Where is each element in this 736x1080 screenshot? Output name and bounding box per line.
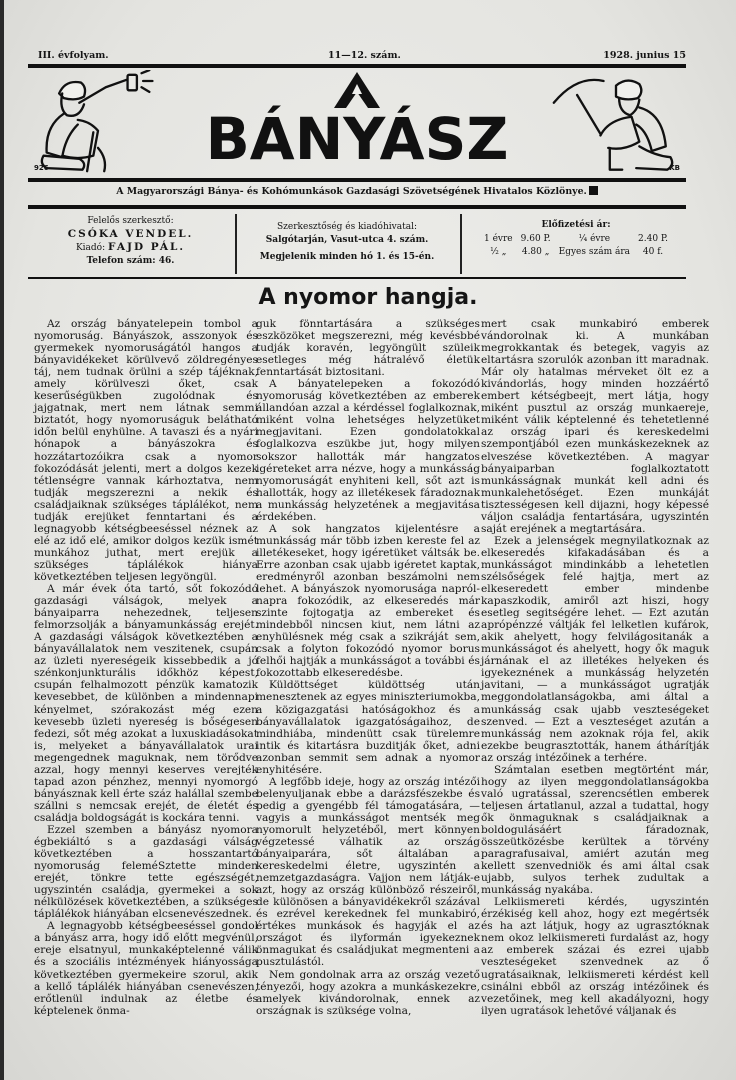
miner-with-pickaxe-illustration: [546, 70, 686, 176]
issue-number: 11—12. szám.: [328, 50, 401, 61]
illustration-signature-right: KB: [669, 164, 680, 172]
article-paragraph: Számtalan esetben megtörtént már, hogy az ilyen meggondolatlanságokba való ugratással, szerencsétlen emberek teljesen ártatlanul, azzal a tudattal, hogy ők önmaguknak s családjaiknak a boldogulásáért fáradoznak, összeütközésbe kerültek a törvény paragrafusaival, amiért azután meg kellett szenvedniök és ami által csak ujabb, sulyos terhek zudultak a munkásság nyakába.: [481, 763, 709, 897]
article-paragraph: A bányatelepeken a fokozódó nyomoruság következtében az emberek állandóan azzal a kérdéssel foglalkoznak, miként volna lehetséges helyzetüket megjavitani. Ezen gondolatokkal foglalkozva eszükbe jut, hogy milyen sokszor hallották már hangzatos igéreteket arra nézve, hogy a munkásság nyomoruságát enyhiteni kell, sőt azt is hallották, hogy az illetékesek fáradoznak a munkásság helyzetének a megjavitása érdekében.: [256, 378, 480, 523]
ornament-square-icon: [589, 186, 598, 195]
publication-info-box: [28, 212, 686, 276]
article-paragraph: guk fönntartására a szükséges eszközöket megszerezni, még kevésbbé tudják koravén, legyöngült szüleik esetleges még hátralévő életük fenntartását biztositani.: [256, 318, 480, 379]
article-paragraph: A legfőbb ideje, hogy az ország intézői belenyuljanak ebbe a darázsfészekbe és pedig a gyengébb fél támogatására, — vagyis a munkásságot mentsék meg nyomorult helyzetéből, mert könnyen végzetessé válhatik az ország bányaiparára, sőt általában a kereskedelmi életre, ugyszintén a nemzetgazdaságra. Vajjon nem látják-e azt, hogy az ország különböző részeiről, de különösen a bányavidékekről százával és ezrével kerekednek fel munkabiró, értékes munkások és hagyják el az országot és ilyformán igyekeznek önmagukat és családjukat megmenteni a pusztulástól.: [256, 775, 480, 969]
article-paragraph: A legnagyobb kétségbeeséssel gondol a bányász arra, hogy idő előtt megvénül, ereje elsatnyul, munkaképtelenné válik és a szociális intézmények hiányossága következtében gyermekeire szorul, akik a kellő táplálék hiányában csenevészen, erőtlenül indulnak az életbe és képtelenek önma-: [34, 920, 258, 1017]
miner-with-lamp-illustration: [28, 70, 168, 176]
newspaper-title: BÁNYÁSZ: [205, 105, 509, 173]
price-period: ¼ évre: [578, 234, 611, 244]
price-period: Egyes szám ára: [558, 247, 631, 257]
article-paragraph: Ezek a jelenségek megnyilatkoznak az elkeseredés kifakadásában és a munkásságot mindinkább a lehetetlen szélsőségek felé hajtja, mert az elkeseredett ember mindenbe kapaszkodik, amiről azt hiszi, hogy esetleg segitségére lehet. — Ezt azután aprópénzzé váltják fel lelketlen kufárok, akik ahelyett, hogy felvilágositanák a munkásságot és ahelyett, hogy ők maguk járnának el az illetékes helyeken és igyekeznének a munkásság helyzetén javitani, — a munkásságot ugratják meggondolatlanságokba, ami által a munkásság csak ujabb veszteségeket szenved. — Ezt a veszteséget azután a munkásság nem azoknak rója fel, akik ezekbe beugrasztották, hanem áthárítják az ország intézőinek a terhére.: [481, 534, 709, 764]
price-period: ½ „: [490, 247, 507, 257]
article-paragraph: A már évek óta tartó, sőt fokozódó gazdasági válságok, melyek a bányaiparra nehezednek, teljesen felmorzsolják a bányamunkásság erejét. A gazdasági válságok következtében a bányavállalatok nem veszitenek, csupán az üzleti nyereségeik kissebbedik a jó szénkonjunkturális időkhöz képest, csupán felhalmozott pénzük kamatozik kevesebbet, de különben a mindennapi kényelmet, szórakozást még ezen kevesebb üzleti nyereség is bőségesen fedezi, sőt még azokat a luxuskiadásokat is, melyeket a bányavállalatok urai megengednek maguknak, nem törődve azzal, hogy mennyi keserves verejték tapad azon pénzhez, mennyi nyomorgó bányásznak kell érte száz halállal szembe szállni s nemcsak erejét, de életét és családja boldogságát is kockára tenni.: [34, 583, 258, 824]
rule-divider: [28, 205, 686, 209]
article-paragraph: A sok hangzatos kijelentésre a munkásság már több izben kereste fel az illetékeseket, hogy igéretüket váltsák be. Erre azonban csak ujabb igéretet kaptak, eredményről azonban beszámolni nem lehet. A bányászok nyomorusága napról-napra fokozódik, az elkeseredés már szinte fojtogatja az embereket és mindebből nincsen kiut, nem látni az enyhülésnek még csak a szikráját sem, csak a folyton fokozódó nyomor borus felhői hajtják a munkásságot a további és fokozottabb elkeseredésbe.: [256, 522, 480, 680]
editor-label: Felelős szerkesztő:: [87, 216, 174, 226]
publisher-name: FAJD PÁL.: [108, 241, 186, 253]
rule-divider: [28, 178, 686, 182]
article-column-3: [481, 318, 709, 1017]
article-title: A nyomor hangja.: [258, 285, 478, 310]
page-edge: [0, 0, 4, 1080]
column-separator: [235, 214, 237, 274]
editor-name: CSÓKA VENDEL.: [67, 228, 194, 240]
article-paragraph: Küldöttséget küldöttség után menesztenek az egyes miniszteriumokba, a közigazgatási hatóságokhoz és a bányavállalatok igazgatóságaihoz, de mindhiába, mindenütt csak türelemre intik és kitartásra buzditják őket, adni azonban semmit sem adnak a nyomor enyhitésére.: [256, 679, 480, 776]
issue-line: [28, 44, 686, 64]
article-paragraph: Lelkiismereti kérdés, ugyszintén érzékiség kell ahoz, hogy ezt megértsék és ha azt látjuk, hogy az ugrasztóknak nem okoz lelkiismereti furdalást az, hogy az emberek százai és ezrei ujabb veszteségeket szenvednek az ő ugratásaiknak, lelkiismereti kérdést kell csinálni ebből az ország intézőinek és vezetőinek, meg kell akadályozni, hogy ilyen ugratások lehetővé váljanak és: [481, 896, 709, 1017]
illustration-signature-left: 926: [34, 164, 49, 172]
price-value: 40 f.: [642, 247, 664, 257]
office-info: [238, 215, 456, 264]
subscription-label: Előfizetési ár:: [541, 220, 611, 230]
rule-divider: [28, 277, 686, 279]
volume-label: III. évfolyam.: [38, 50, 109, 61]
phone-number: Telefon szám: 46.: [86, 256, 175, 266]
column-separator: [460, 214, 462, 274]
price-value: 2.40 P.: [638, 234, 669, 244]
subscription-info: [466, 215, 686, 259]
office-label: Szerkesztőség és kiadóhivatal:: [277, 222, 417, 232]
editor-info: [28, 215, 233, 268]
issue-date: 1928. junius 15: [603, 50, 686, 61]
masthead-subtitle: [28, 185, 686, 199]
price-value: 9.60 P.: [520, 234, 551, 244]
masthead: [28, 70, 686, 176]
article-paragraph: Az ország bányatelepein tombol a nyomoruság. Bányászok, asszonyok és gyermekek nyomoruságától hangos a bányavidékeket körülvevő zöldregényes táj, nem tudnak örülni a szép tájéknak, amely körülveszi őket, csak keserűségükben zugolódnak és jajgatnak, mert nem látnak semmi biztatót, hogy nyomoruságuk belátható időn belül enyhülne. A tavaszi és a nyári hónapok a bányászokra és hozzátartozóikra csak a nyomor fokozódását jelenti, mert a dolgos kezek tétlenségre vannak kárhoztatva, nem tudják megszerezni a nekik és családjaiknak szükséges táplálékot, nem tudják erejüket fenntartani és a legnagyobb kétségbeeséssel néznek az elé az idő elé, amikor dolgos kezük ismét munkához juthat, mert erejük a szükséges táplálékok hiánya következtében teljesen legyöngül.: [34, 318, 258, 583]
article-column-1: [34, 318, 258, 1017]
article-paragraph: Ezzel szemben a bányász nyomora égbekiáltó s a gazdasági válság következtében a hosszantartó nyomoruság feleméSztette minden erejét, tönkre tette egészségét, ugyszintén családja, gyermekei a sok nélkülözések következtében, a szükséges táplálékok hiányában elcsenevészednek.: [34, 823, 258, 921]
article-column-2: [256, 318, 480, 1017]
article-paragraph: Nem gondolnak arra az ország vezető tényezői, hogy azokra a munkáskezekre, amelyek kivándorolnak, ennek az országnak is szüksége volna,: [256, 968, 480, 1017]
price-value: 4.80 „: [521, 247, 550, 257]
rule-divider: [28, 64, 686, 68]
publication-schedule: Megjelenik minden hó 1. és 15-én.: [259, 252, 435, 262]
price-table: [466, 233, 686, 259]
publisher-label: Kiadó:: [75, 243, 106, 253]
subtitle-text: A Magyarországi Bánya- és Kohómunkások Gazdasági Szövetségének Hivatalos Közlönye.: [116, 186, 587, 197]
price-period: 1 évre: [483, 234, 513, 244]
article-paragraph: mert csak munkabiró emberek vándorolnak ki. A munkában megrokkantak és betegek, vagyis az eltartásra szorulók azonban itt maradnak. Már oly hatalmas mérveket ölt ez a kivándorlás, hogy minden hozzáértő embert kétségbeejt, mert látja, hogy miként pusztul az ország munkaereje, miként válik képtelenné és tehetetlenné az ország ipari és kereskedelmi szempontjából ezen munkáskezeknek az elveszése következtében. A magyar bányaiparban foglalkoztatott munkásságnak munkát kell adni és munkalehetőséget. Ezen munkáját tisztességesen kell dijazni, hogy képessé váljon családja fentartására, ugyszintén saját erejének a megtartására.: [481, 318, 709, 535]
office-address: Salgótarján, Vasut-utca 4. szám.: [265, 235, 429, 245]
